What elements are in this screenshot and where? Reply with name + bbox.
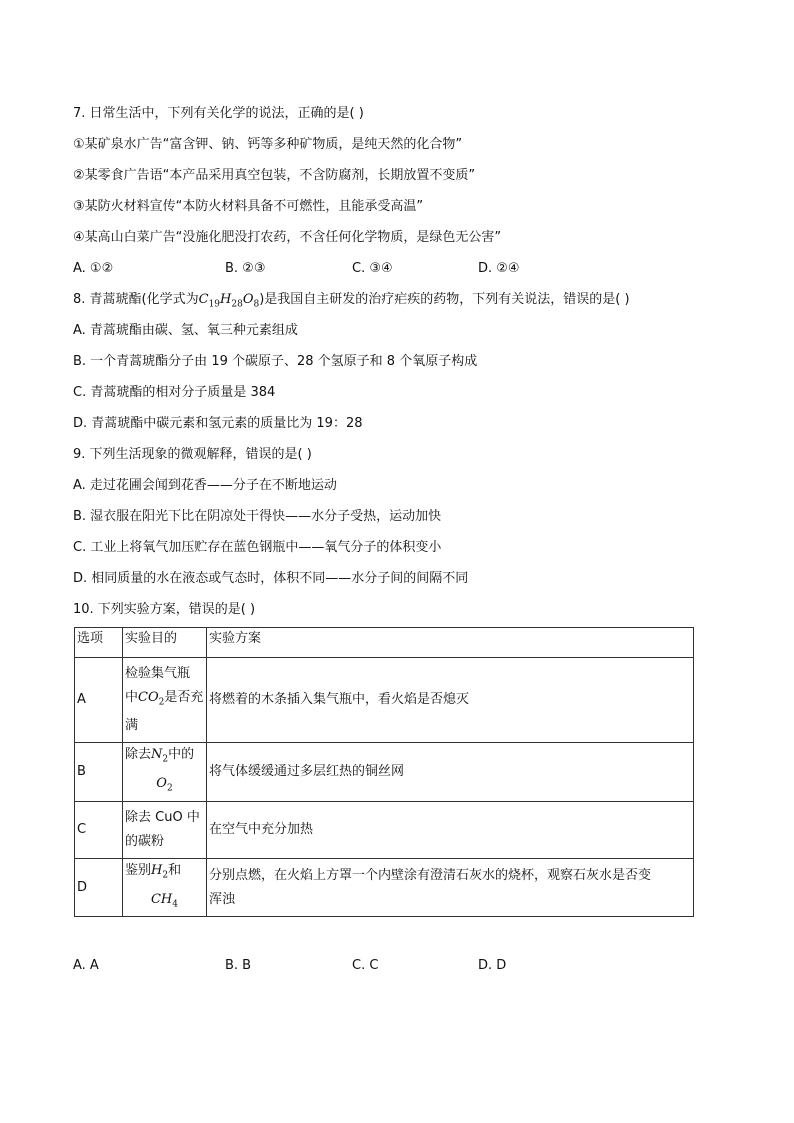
- q8-stem-before: 8. 青蒿琥酯(化学式为: [73, 292, 199, 307]
- row-b-purpose: 除去$N_2$中的 $O_2$: [123, 743, 207, 802]
- q7-option-d: D. ②④: [478, 261, 520, 276]
- q10-stem: 10. 下列实验方案，错误的是( ): [73, 602, 256, 617]
- q7-option-c: C. ③④: [352, 261, 393, 276]
- q8-option-b: B. 一个青蒿琥酯分子由 19 个碳原子、28 个氢原子和 8 个氧原子构成: [73, 354, 478, 369]
- q10-option-d: D. D: [478, 958, 507, 973]
- q9-option-d: D. 相同质量的水在液态或气态时，体积不同——水分子间的间隔不同: [73, 571, 469, 586]
- q10-option-c: C. C: [352, 958, 379, 973]
- header-option: 选项: [75, 628, 123, 658]
- row-d-purpose: 鉴别$H_2$和 $CH_4$: [123, 859, 207, 917]
- q7-option-a: A. ①②: [73, 261, 114, 276]
- q9-option-b: B. 湿衣服在阳光下比在阴凉处干得快——水分子受热，运动加快: [73, 509, 442, 524]
- table-row: [75, 859, 694, 917]
- q7-option-b: B. ②③: [225, 261, 266, 276]
- q10-option-a: A. A: [73, 958, 99, 973]
- row-b-option: B: [75, 743, 123, 802]
- header-plan: 实验方案: [207, 628, 694, 658]
- row-b-plan: 将气体缓缓通过多层红热的铜丝网: [207, 743, 694, 802]
- table-row: [75, 743, 694, 802]
- q8-stem: [73, 292, 630, 313]
- q7-item-4: ④某高山白菜广告“没施化肥没打农药，不含任何化学物质，是绿色无公害”: [73, 230, 502, 245]
- q7-item-3: ③某防火材料宣传“本防火材料具备不可燃性，且能承受高温”: [73, 199, 424, 214]
- q9-stem: 9. 下列生活现象的微观解释，错误的是( ): [73, 447, 312, 462]
- q7-options: [73, 261, 723, 277]
- q10-option-b: B. B: [225, 958, 252, 973]
- row-c-plan: 在空气中充分加热: [207, 802, 694, 859]
- q10-options: [73, 958, 723, 974]
- row-c-option: C: [75, 802, 123, 859]
- row-a-option: A: [75, 658, 123, 743]
- table-row: [75, 802, 694, 859]
- header-purpose: 实验目的: [123, 628, 207, 658]
- row-d-option: D: [75, 859, 123, 917]
- q8-option-d: D. 青蒿琥酯中碳元素和氢元素的质量比为 19：28: [73, 416, 363, 431]
- q7-item-1: ①某矿泉水广告“富含钾、钠、钙等多种矿物质，是纯天然的化合物”: [73, 137, 463, 152]
- row-a-plan: 将燃着的木条插入集气瓶中，看火焰是否熄灭: [207, 658, 694, 743]
- row-c-purpose: 除去 CuO 中 的碳粉: [123, 802, 207, 859]
- table-row: [75, 658, 694, 743]
- q7-item-2: ②某零食广告语“本产品采用真空包装，不含防腐剂，长期放置不变质”: [73, 168, 476, 183]
- row-a-purpose: 检验集气瓶 中$CO_2$是否充 满: [123, 658, 207, 743]
- row-d-plan: 分别点燃，在火焰上方罩一个内壁涂有澄清石灰水的烧杯，观察石灰水是否变 浑浊: [207, 859, 694, 917]
- q9-option-c: C. 工业上将氧气加压贮存在蓝色钢瓶中——氧气分子的体积变小: [73, 540, 442, 555]
- q8-option-a: A. 青蒿琥酯由碳、氢、氧三种元素组成: [73, 323, 298, 338]
- q8-formula: $C_{19}H_{28}O_8$: [198, 292, 260, 310]
- q8-stem-after: )是我国自主研发的治疗疟疾的药物，下列有关说法，错误的是( ): [259, 292, 630, 307]
- q9-option-a: A. 走过花圃会闻到花香——分子在不断地运动: [73, 478, 337, 493]
- q10-table: [74, 627, 694, 917]
- q8-option-c: C. 青蒿琥酯的相对分子质量是 384: [73, 385, 276, 400]
- table-header-row: [75, 628, 694, 658]
- q7-stem: 7. 日常生活中，下列有关化学的说法，正确的是( ): [73, 106, 364, 121]
